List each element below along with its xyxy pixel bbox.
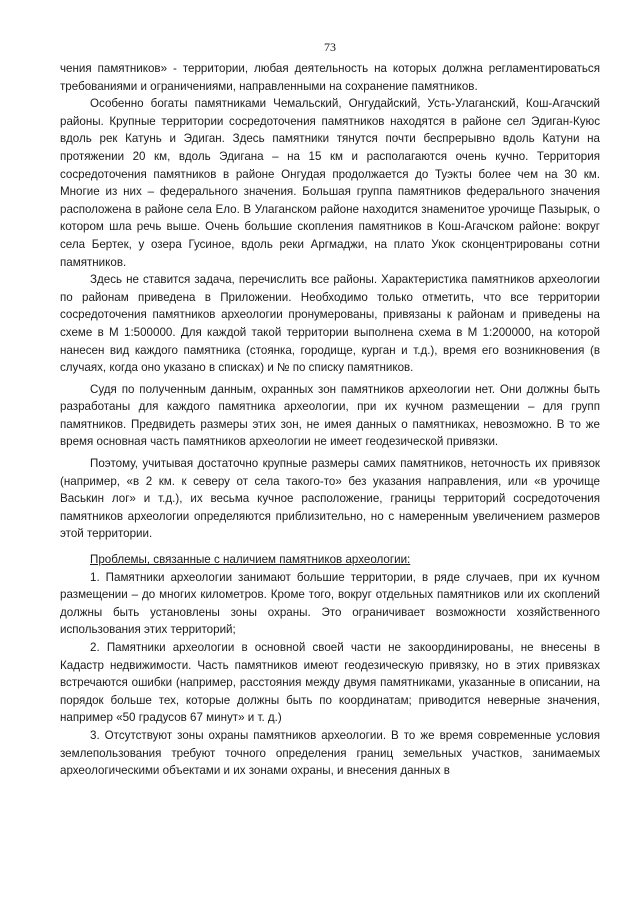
page-number: 73: [324, 40, 336, 54]
paragraph-continuation: чения памятников» - территории, любая деятельность на которых должна регламентироваться требованиями и ограничениями, направленными на сохранение памятников.: [60, 62, 600, 93]
problem-item-1: 1. Памятники археологии занимают большие территории, в ряде случаев, при их кучном размещении – до многих километров. Кроме того, вокруг отдельных памятников или их скоплений должны быть установлены зоны охраны. Это ограничивает возможности хозяйственного использования этих территорий;: [60, 570, 600, 637]
paragraph-boundaries: Поэтому, учитывая достаточно крупные размеры самих памятников, неточность их привязок (например, «в 2 км. к северу от села такого-то» без указания направления, или «в урочище Васькин лог» и т.д.), их весьма кучное расположение, границы территорий сосредоточения памятников археологии определяются приблизительно, но с намеренным увеличением размеров этой территории.: [60, 457, 600, 541]
problem-item-3: 3. Отсутствуют зоны охраны памятников археологии. В то же время современные условия землепользования требуют точного определения границ земельных участков, занимаемых археологическими объектами и их зонами охраны, и внесения данных в: [60, 728, 600, 778]
paragraph-district-characteristics: Здесь не ставится задача, перечислить все районы. Характеристика памятников археологии по районам приведена в Приложении. Необходимо только отметить, что все территории сосредоточения памятников археологии пронумерованы, привязаны к районам и приведены на схеме в М 1:500000. Для каждой такой территории выполнена схема в М 1:200000, на которой нанесен вид каждого памятника (стоянка, городище, курган и т.д.), время его возникновения (в случаях, когда оно указано в списках) и № по списку памятников.: [60, 273, 600, 375]
section-heading-problems: Проблемы, связанные с наличием памятников археологии:: [90, 553, 411, 567]
paragraph-protection-zones: Судя по полученным данным, охранных зон памятников археологии нет. Они должны быть разработаны для каждого памятника археологии, при их кучном размещении – для групп памятников. Предвидеть размеры этих зон, не имея данных о памятниках, невозможно. В то же время основная часть памятников археологии не имеет геодезической привязки.: [60, 382, 600, 449]
paragraph-rich-districts: Особенно богаты памятниками Чемальский, Онгудайский, Усть-Улаганский, Кош-Агачский районы. Крупные территории сосредоточения памятников находятся в районе сел Эдиган-Куюс вдоль рек Катунь и Эдиган. Здесь памятники тянутся почти беспрерывно вдоль Катуни на протяжении 20 км, вдоль Эдигана – на 15 км и располагаются очень кучно. Территория сосредоточения памятников в районе Онгудая продолжается до Туэкты более чем на 30 км. Многие из них – федерального значения. Большая группа памятников федерального значения расположена в районе села Ело. В Улаганском районе находится знаменитое урочище Пазырык, о котором шла речь выше. Очень большие скопления памятников в Кош-Агачском районе: вокруг села Бертек, у озера Гусиное, вдоль реки Аргмаджи, на плато Укок сконцентрированы сотни памятников.: [60, 97, 600, 269]
problem-item-2: 2. Памятники археологии в основной своей части не закоординированы, не внесены в Кадастр недвижимости. Часть памятников имеют геодезическую привязку, но в этих привязках встречаются ошибки (например, расстояния между двумя памятниками, указанные в описании, на порядок больше тех, которые должны быть по координатам; приводится неверные значения, например «50 градусов 67 минут» и т. д.): [60, 641, 600, 725]
